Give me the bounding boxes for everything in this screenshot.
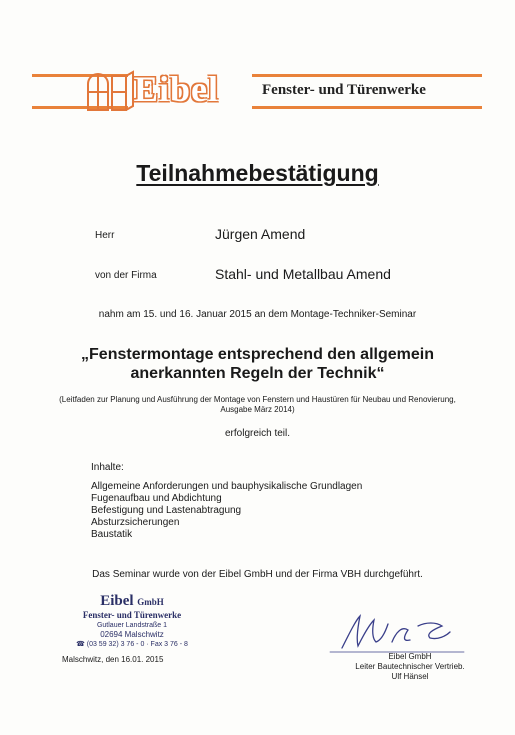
signer-block (340, 652, 480, 682)
recipient-name: Jürgen Amend (215, 226, 306, 242)
seminar-date-line: nahm am 15. und 16. Januar 2015 an dem Montage-Techniker-Seminar (98, 309, 417, 320)
document-title: Teilnahmebestätigung (136, 160, 379, 186)
company-tagline: Fenster- und Türenwerke (258, 82, 430, 99)
stamp-city: 02694 Malschwitz (100, 630, 164, 639)
guideline-note (0, 395, 515, 415)
list-item: Fugenaufbau und Abdichtung (91, 493, 222, 504)
place-date: Malschwitz, den 16.01. 2015 (62, 655, 164, 664)
handwritten-signature (322, 612, 472, 654)
topics-list (91, 481, 362, 541)
window-door-logo-icon (86, 70, 136, 112)
salutation-label: Herr (95, 230, 115, 241)
success-text: erfolgreich teil. (224, 428, 291, 439)
seminar-title-line-1: „Fenstermontage entsprechend den allgemein (81, 346, 434, 363)
stamp-brand-suffix: GmbH (137, 597, 164, 607)
firm-label: von der Firma (95, 270, 157, 281)
company-stamp (62, 593, 202, 649)
seminar-title-line-2: anerkannten Regeln der Technik“ (130, 365, 385, 382)
stamp-brand-name: Eibel (100, 593, 134, 609)
seminar-title (0, 345, 515, 383)
stamp-tagline: Fenster- und Türenwerke (82, 610, 182, 620)
signer-company: Eibel GmbH (388, 652, 432, 661)
list-item: Absturzsicherungen (91, 517, 180, 528)
list-item: Befestigung und Lastenabtragung (91, 505, 242, 516)
recipient-firm: Stahl- und Metallbau Amend (215, 266, 391, 282)
list-item: Baustatik (91, 529, 133, 540)
stamp-phone: ☎ (03 59 32) 3 76 - 0 · Fax 3 76 - 8 (76, 641, 188, 648)
conducted-by-text: Das Seminar wurde von der Eibel GmbH und der Firma VBH durchgeführt. (92, 569, 423, 580)
contents-heading: Inhalte: (91, 462, 124, 473)
stamp-street: Gutlauer Landstraße 1 (96, 622, 168, 629)
signer-name: Ulf Hänsel (391, 672, 429, 681)
stamp-brand (62, 593, 202, 610)
guideline-line-1: (Leitfaden zur Planung und Ausführung der Montage von Fenstern und Haustüren für Neubau und Renovierung, (59, 395, 456, 404)
guideline-line-2: Ausgabe März 2014) (220, 405, 295, 414)
brand-wordmark: Eibel (134, 69, 220, 109)
signer-role: Leiter Bautechnischer Vertrieb. (355, 662, 465, 671)
list-item: Allgemeine Anforderungen und bauphysikalische Grundlagen (91, 481, 363, 492)
